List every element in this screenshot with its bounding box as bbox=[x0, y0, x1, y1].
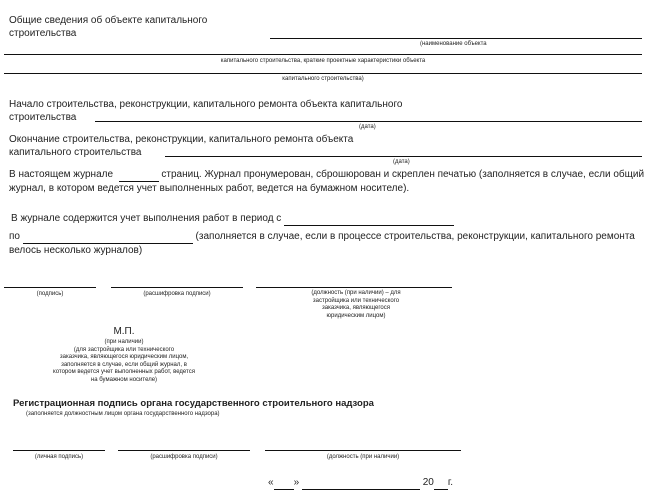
date-month-line[interactable] bbox=[302, 476, 420, 490]
signature-transcript-caption-2: (расшифровка подписи) bbox=[150, 454, 218, 460]
stamp-note: (при наличии) (для застройщика или технического заказчика, являющегося юридическим лицом, заполняется в случае, если общий журнал, в котором ведется учет выполненных работ, ведется на бумажном носителе) bbox=[53, 339, 195, 383]
object-characteristics-caption: капитального строительства, краткие проектные характеристики объекта bbox=[220, 58, 426, 64]
journal-pages-text: В настоящем журнале страниц. Журнал пронумерован, сброшюрован и скреплен печатью (заполняется в случае, если общий журнал, в котором ведется учет выполненных работ, ведется на бумажном носителе). bbox=[9, 169, 645, 194]
personal-signature-line[interactable] bbox=[13, 450, 105, 451]
object-name-line[interactable] bbox=[270, 38, 642, 39]
signature-line[interactable] bbox=[4, 287, 96, 288]
period-end-text: по (заполняется в случае, если в процессе строительства, реконструкции, капитального ремонта велось несколько журналов) bbox=[9, 231, 635, 256]
signature-transcript-line[interactable] bbox=[111, 287, 243, 288]
page-count-line[interactable] bbox=[119, 168, 159, 182]
supervision-title: Регистрационная подпись органа государственного строительного надзора bbox=[13, 398, 374, 409]
date-day-line[interactable] bbox=[274, 476, 294, 490]
object-characteristics-line-2[interactable] bbox=[4, 73, 642, 74]
object-caption-end: капитального строительства) bbox=[282, 76, 364, 82]
construction-start-label: Начало строительства, реконструкции, капитального ремонта объекта капитального строительства bbox=[9, 99, 403, 123]
position-caption-2: (должность (при наличии) bbox=[326, 454, 400, 460]
construction-start-date-caption: (дата) bbox=[359, 124, 376, 130]
object-characteristics-line[interactable] bbox=[4, 54, 642, 55]
date-year-line[interactable] bbox=[434, 476, 448, 490]
position-caption: (должность (при наличии) – для застройщика или технического заказчика, являющегося юридическим лицом) bbox=[311, 290, 401, 319]
position-line[interactable] bbox=[256, 287, 452, 288]
period-end-line[interactable] bbox=[23, 230, 193, 244]
signature-caption: (подпись) bbox=[36, 291, 64, 297]
personal-signature-caption: (личная подпись) bbox=[34, 454, 84, 460]
signature-date: « » 20 г. bbox=[268, 477, 454, 488]
object-name-caption: (наименование объекта bbox=[420, 41, 487, 47]
position-line-2[interactable] bbox=[265, 450, 461, 451]
object-info-title: Общие сведения об объекте капитального строительства bbox=[9, 15, 208, 39]
construction-end-label: Окончание строительства, реконструкции, капитального ремонта объекта капитального строительства bbox=[9, 134, 354, 158]
construction-start-date-line[interactable] bbox=[95, 121, 642, 122]
signature-transcript-line-2[interactable] bbox=[118, 450, 250, 451]
construction-end-date-caption: (дата) bbox=[393, 159, 410, 165]
supervision-subtitle: (заполняется должностным лицом органа государственного надзора) bbox=[26, 411, 220, 417]
period-start-line[interactable] bbox=[284, 212, 454, 226]
construction-end-date-line[interactable] bbox=[165, 156, 642, 157]
period-text: В журнале содержится учет выполнения работ в период с bbox=[11, 212, 454, 226]
stamp-label: М.П. bbox=[113, 326, 135, 337]
signature-transcript-caption: (расшифровка подписи) bbox=[143, 291, 211, 297]
